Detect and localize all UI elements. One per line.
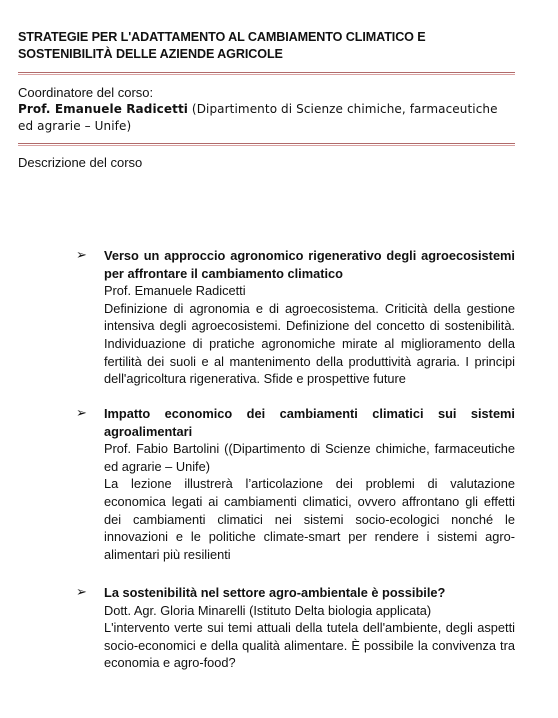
coordinator-label: Coordinatore del corso: <box>18 85 154 100</box>
coordinator-name: Prof. Emanuele Radicetti <box>18 102 188 116</box>
session-text: Definizione di agronomia e di agroecosistema. Criticità della gestione intensiva degli agroecosistemi. Definizione del concetto di sostenibilità. Individuazione di pratiche agronomiche mirate al miglioramento della fertilità dei suoli e al mantenimento della produttività agraria. I principi dell'agricoltura rigenerativa. Sfide e prospettive future <box>104 300 515 387</box>
session-speaker: Prof. Emanuele Radicetti <box>104 283 246 299</box>
divider <box>18 143 515 146</box>
session-content <box>104 584 515 672</box>
description-label: Descrizione del corso <box>18 155 143 170</box>
coordinator-line <box>18 101 515 135</box>
session-speaker: Dott. Agr. Gloria Minarelli (Istituto Delta biologia applicata) <box>104 602 432 618</box>
session-content <box>104 405 515 563</box>
session-speaker: Prof. Fabio Bartolini ((Dipartimento di Scienze chimiche, farmaceutiche ed agrarie – Unife) <box>104 441 515 474</box>
arrow-bullet-icon: ➢ <box>76 406 87 421</box>
session-content <box>104 247 515 388</box>
session-title: Impatto economico dei cambiamenti climatici sui sistemi agroalimentari <box>104 406 515 439</box>
session-text: La lezione illustrerà l’articolazione dei problemi di valutazione economica legati ai cambiamenti climatici, ovvero affrontano gli effetti dei cambiamenti climatici nei sistemi socio-ecologici nonché le innovazioni e le politiche climate-smart per rendere i sistemi agro-alimentari più resilienti <box>104 476 515 562</box>
arrow-bullet-icon: ➢ <box>76 585 87 600</box>
arrow-bullet-icon: ➢ <box>76 248 87 263</box>
course-title: STRATEGIE PER L'ADATTAMENTO AL CAMBIAMENTO CLIMATICO E SOSTENIBILITÀ DELLE AZIENDE AGRICOLE <box>18 30 426 61</box>
divider <box>18 72 515 75</box>
session-title: Verso un approccio agronomico rigenerativo degli agroecosistemi per affrontare il cambiamento climatico <box>104 248 515 281</box>
session-text: L'intervento verte sui temi attuali della tutela dell'ambiente, degli aspetti socio-economici e della qualità alimentare. È possibile la convivenza tra economia e agro-food? <box>104 620 515 671</box>
coordinator-affiliation: (Dipartimento di Scienze chimiche, farmaceutiche ed agrarie – Unife) <box>18 102 498 133</box>
session-title: La sostenibilità nel settore agro-ambientale è possibile? <box>104 585 446 600</box>
